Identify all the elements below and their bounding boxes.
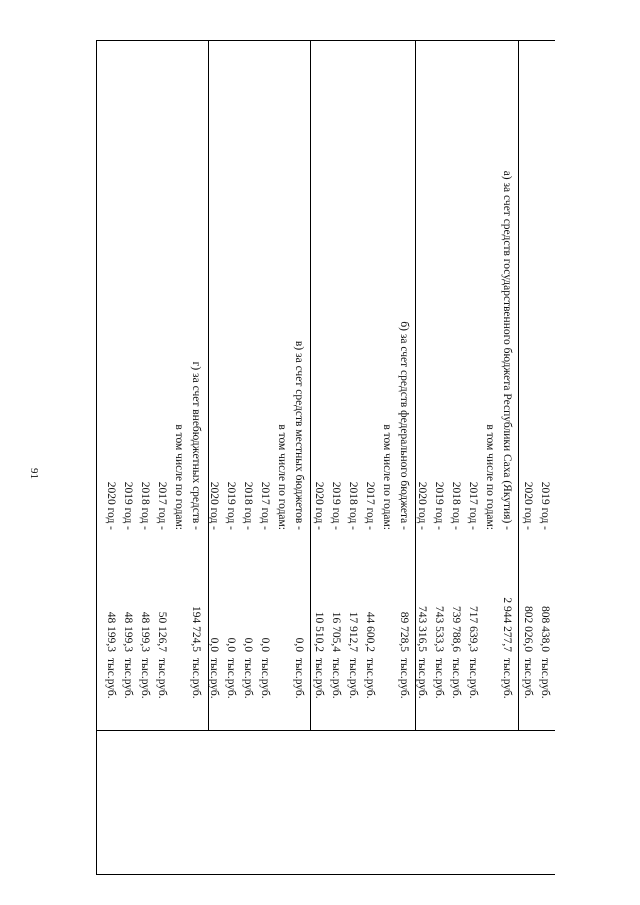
row-value: 44 600,2 bbox=[364, 611, 376, 652]
row-label: 2018 год - bbox=[242, 481, 254, 530]
row-unit: тыс.руб. bbox=[242, 658, 254, 699]
row-value: 802 026,0 bbox=[522, 606, 534, 652]
table-row bbox=[290, 40, 307, 875]
row-value: 194 724,5 bbox=[190, 606, 202, 652]
row-value: 17 912,7 bbox=[347, 611, 359, 652]
row-value: 50 126,7 bbox=[156, 611, 168, 652]
row-unit: тыс.руб. bbox=[347, 658, 359, 699]
row-unit: тыс.руб. bbox=[398, 658, 410, 699]
row-unit: тыс.руб. bbox=[416, 658, 428, 699]
row-unit: тыс.руб. bbox=[364, 658, 376, 699]
row-label: в том числе по годам: bbox=[276, 424, 288, 530]
row-value: 0,0 bbox=[259, 637, 271, 652]
row-value: 0,0 bbox=[208, 637, 220, 652]
row-label: а) за счет средств государственного бюджета Республики Саха (Якутия) - bbox=[501, 170, 513, 530]
row-unit: тыс.руб. bbox=[522, 658, 534, 699]
row-unit: тыс.руб. bbox=[330, 658, 342, 699]
row-value: 10 510,2 bbox=[313, 611, 325, 652]
row-label: в том числе по годам: bbox=[484, 424, 496, 530]
page-number: 91 bbox=[28, 468, 40, 479]
row-unit: тыс.руб. bbox=[259, 658, 271, 699]
table-row bbox=[361, 40, 378, 875]
row-unit: тыс.руб. bbox=[293, 658, 305, 699]
table-row bbox=[464, 40, 481, 875]
table-row bbox=[273, 40, 290, 875]
row-unit: тыс.руб. bbox=[139, 658, 151, 699]
row-value: 0,0 bbox=[242, 637, 254, 652]
row-label: в) за счет средств местных бюджетов - bbox=[293, 340, 305, 530]
row-label: 2018 год - bbox=[139, 481, 151, 530]
row-unit: тыс.руб. bbox=[156, 658, 168, 699]
row-label: 2019 год - bbox=[539, 481, 551, 530]
row-unit: тыс.руб. bbox=[450, 658, 462, 699]
row-label: 2017 год - bbox=[259, 481, 271, 530]
row-label: в том числе по годам: bbox=[173, 424, 185, 530]
row-label: 2018 год - bbox=[450, 481, 462, 530]
row-unit: тыс.руб. bbox=[313, 658, 325, 699]
row-value: 717 639,3 bbox=[467, 606, 479, 652]
row-label: 2020 год - bbox=[522, 481, 534, 530]
row-label: 2019 год - bbox=[433, 481, 445, 530]
table-row bbox=[447, 40, 464, 875]
row-value: 808 438,0 bbox=[539, 606, 551, 652]
funding-table bbox=[97, 40, 555, 875]
row-label: 2020 год - bbox=[313, 481, 325, 530]
row-label: б) за счет средств федерального бюджета - bbox=[398, 321, 410, 530]
row-value: 89 728,5 bbox=[398, 611, 410, 652]
row-label: 2020 год - bbox=[208, 481, 220, 530]
table-row bbox=[430, 40, 447, 875]
table-row bbox=[395, 40, 412, 875]
row-unit: тыс.руб. bbox=[225, 658, 237, 699]
row-value: 739 788,6 bbox=[450, 606, 462, 652]
table-row bbox=[498, 40, 515, 875]
table-row bbox=[102, 40, 119, 875]
row-label: в том числе по годам: bbox=[381, 424, 393, 530]
row-value: 16 705,4 bbox=[330, 611, 342, 652]
row-unit: тыс.руб. bbox=[122, 658, 134, 699]
table-row bbox=[170, 40, 187, 875]
row-label: 2020 год - bbox=[416, 481, 428, 530]
row-unit: тыс.руб. bbox=[539, 658, 551, 699]
row-value: 743 533,3 bbox=[433, 606, 445, 652]
row-value: 0,0 bbox=[225, 637, 237, 652]
row-value: 48 199,3 bbox=[139, 611, 151, 652]
row-value: 743 316,5 bbox=[416, 606, 428, 652]
row-value: 0,0 bbox=[293, 637, 305, 652]
row-unit: тыс.руб. bbox=[190, 658, 202, 699]
row-label: 2017 год - bbox=[156, 481, 168, 530]
row-unit: тыс.руб. bbox=[501, 658, 513, 699]
table-row bbox=[239, 40, 256, 875]
table-row bbox=[187, 40, 204, 875]
row-unit: тыс.руб. bbox=[105, 658, 117, 699]
table-row bbox=[413, 40, 430, 875]
row-label: 2017 год - bbox=[467, 481, 479, 530]
row-value: 48 199,3 bbox=[105, 611, 117, 652]
row-label: 2019 год - bbox=[330, 481, 342, 530]
table-row bbox=[327, 40, 344, 875]
row-value: 48 199,3 bbox=[122, 611, 134, 652]
table-row bbox=[222, 40, 239, 875]
row-label: 2019 год - bbox=[122, 481, 134, 530]
row-label: 2020 год - bbox=[105, 481, 117, 530]
table-row bbox=[256, 40, 273, 875]
row-label: г) за счет внебюджетных средств - bbox=[190, 361, 202, 530]
table-bottom-border bbox=[96, 40, 97, 875]
table-row bbox=[119, 40, 136, 875]
table-row bbox=[136, 40, 153, 875]
table-row bbox=[519, 40, 536, 875]
row-label: 2018 год - bbox=[347, 481, 359, 530]
row-unit: тыс.руб. bbox=[433, 658, 445, 699]
row-label: 2019 год - bbox=[225, 481, 237, 530]
row-label: 2017 год - bbox=[364, 481, 376, 530]
table-row bbox=[205, 40, 222, 875]
table-row bbox=[344, 40, 361, 875]
table-row bbox=[481, 40, 498, 875]
table-row bbox=[536, 40, 553, 875]
row-unit: тыс.руб. bbox=[208, 658, 220, 699]
table-row bbox=[310, 40, 327, 875]
row-value: 2 944 277,7 bbox=[501, 597, 513, 652]
table-row bbox=[378, 40, 395, 875]
table-row bbox=[153, 40, 170, 875]
row-unit: тыс.руб. bbox=[467, 658, 479, 699]
